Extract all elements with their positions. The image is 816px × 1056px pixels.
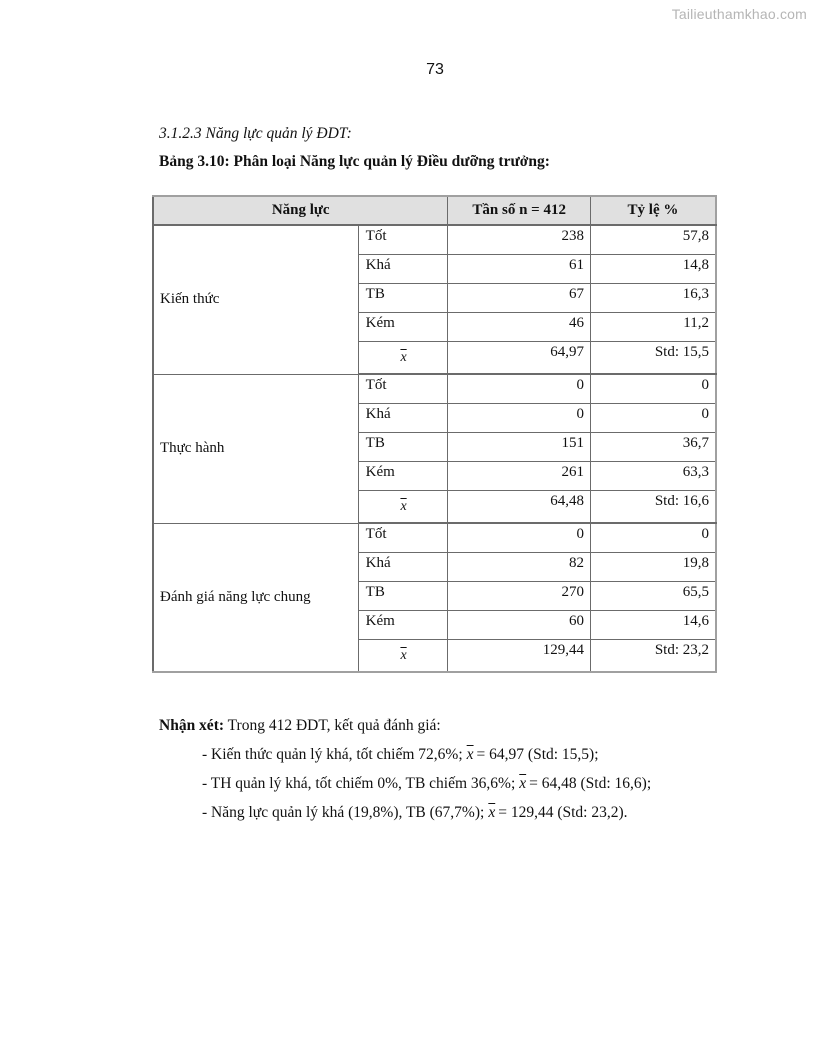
- mean-value-cell: 64,48: [448, 490, 591, 523]
- percent-cell: 16,3: [590, 283, 716, 312]
- frequency-cell: 46: [448, 312, 591, 341]
- comments-lead: [159, 711, 651, 740]
- comment-bullet: [159, 740, 651, 769]
- bullet-text: - Năng lực quản lý khá (19,8%), TB (67,7%);: [202, 804, 485, 821]
- frequency-cell: 261: [448, 461, 591, 490]
- level-cell: Khá: [358, 403, 448, 432]
- bullet-value: = 64,97 (Std: 15,5);: [476, 746, 599, 763]
- level-cell: TB: [358, 581, 448, 610]
- level-cell: Tốt: [358, 225, 448, 254]
- header-percent: Tỷ lệ %: [590, 196, 716, 225]
- level-cell: Tốt: [358, 523, 448, 552]
- std-cell: Std: 15,5: [590, 341, 716, 374]
- level-cell: Kém: [358, 610, 448, 639]
- header-capability: Năng lực: [153, 196, 448, 225]
- level-cell: TB: [358, 432, 448, 461]
- comment-bullet: [159, 798, 651, 827]
- level-cell: Tốt: [358, 374, 448, 403]
- table-row: [153, 225, 716, 254]
- mean-value-cell: 64,97: [448, 341, 591, 374]
- std-cell: Std: 16,6: [590, 490, 716, 523]
- std-cell: Std: 23,2: [590, 639, 716, 672]
- mean-symbol: $\overline{x}$: [400, 647, 407, 663]
- frequency-cell: 60: [448, 610, 591, 639]
- percent-cell: 36,7: [590, 432, 716, 461]
- mean-symbol-cell: [358, 341, 448, 374]
- mean-symbol-cell: [358, 639, 448, 672]
- mean-symbol-cell: [358, 490, 448, 523]
- level-cell: Khá: [358, 552, 448, 581]
- frequency-cell: 82: [448, 552, 591, 581]
- mean-value-cell: 129,44: [448, 639, 591, 672]
- frequency-cell: 151: [448, 432, 591, 461]
- group-label-knowledge: Kiến thức: [153, 225, 358, 374]
- frequency-cell: 0: [448, 374, 591, 403]
- comments-intro: Trong 412 ĐDT, kết quả đánh giá:: [224, 717, 441, 734]
- bullet-text: - Kiến thức quản lý khá, tốt chiếm 72,6%;: [202, 746, 463, 763]
- mean-symbol: $\overline{x}$: [400, 349, 407, 365]
- section-heading: 3.1.2.3 Năng lực quản lý ĐDT:: [159, 125, 352, 142]
- percent-cell: 57,8: [590, 225, 716, 254]
- watermark: Tailieuthamkhao.com: [671, 6, 807, 22]
- group-label-practice: Thực hành: [153, 374, 358, 523]
- percent-cell: 14,8: [590, 254, 716, 283]
- comments-label: Nhận xét:: [159, 717, 225, 734]
- table-row: [153, 523, 716, 552]
- percent-cell: 14,6: [590, 610, 716, 639]
- header-frequency: Tần số n = 412: [448, 196, 591, 225]
- percent-cell: 65,5: [590, 581, 716, 610]
- mean-symbol: $\overline{x}$: [488, 804, 496, 821]
- level-cell: Kém: [358, 461, 448, 490]
- frequency-cell: 270: [448, 581, 591, 610]
- level-cell: Khá: [358, 254, 448, 283]
- capability-table: [152, 195, 717, 673]
- frequency-cell: 238: [448, 225, 591, 254]
- percent-cell: 63,3: [590, 461, 716, 490]
- level-cell: Kém: [358, 312, 448, 341]
- percent-cell: 0: [590, 523, 716, 552]
- page-number: 73: [426, 61, 444, 78]
- frequency-cell: 67: [448, 283, 591, 312]
- group-label-overall: Đánh giá năng lực chung: [153, 523, 358, 672]
- mean-symbol: $\overline{x}$: [466, 746, 474, 763]
- table-row: [153, 374, 716, 403]
- table-header-row: [153, 196, 716, 225]
- mean-symbol: $\overline{x}$: [519, 775, 527, 792]
- bullet-text: - TH quản lý khá, tốt chiếm 0%, TB chiếm 36,6%;: [202, 775, 516, 792]
- mean-symbol: $\overline{x}$: [400, 498, 407, 514]
- percent-cell: 19,8: [590, 552, 716, 581]
- comments-section: [159, 711, 651, 827]
- frequency-cell: 0: [448, 523, 591, 552]
- percent-cell: 0: [590, 403, 716, 432]
- table-caption: Bảng 3.10: Phân loại Năng lực quản lý Điều dưỡng trưởng:: [159, 153, 550, 170]
- frequency-cell: 0: [448, 403, 591, 432]
- bullet-value: = 129,44 (Std: 23,2).: [498, 804, 628, 821]
- bullet-value: = 64,48 (Std: 16,6);: [529, 775, 652, 792]
- comment-bullet: [159, 769, 651, 798]
- frequency-cell: 61: [448, 254, 591, 283]
- percent-cell: 0: [590, 374, 716, 403]
- level-cell: TB: [358, 283, 448, 312]
- percent-cell: 11,2: [590, 312, 716, 341]
